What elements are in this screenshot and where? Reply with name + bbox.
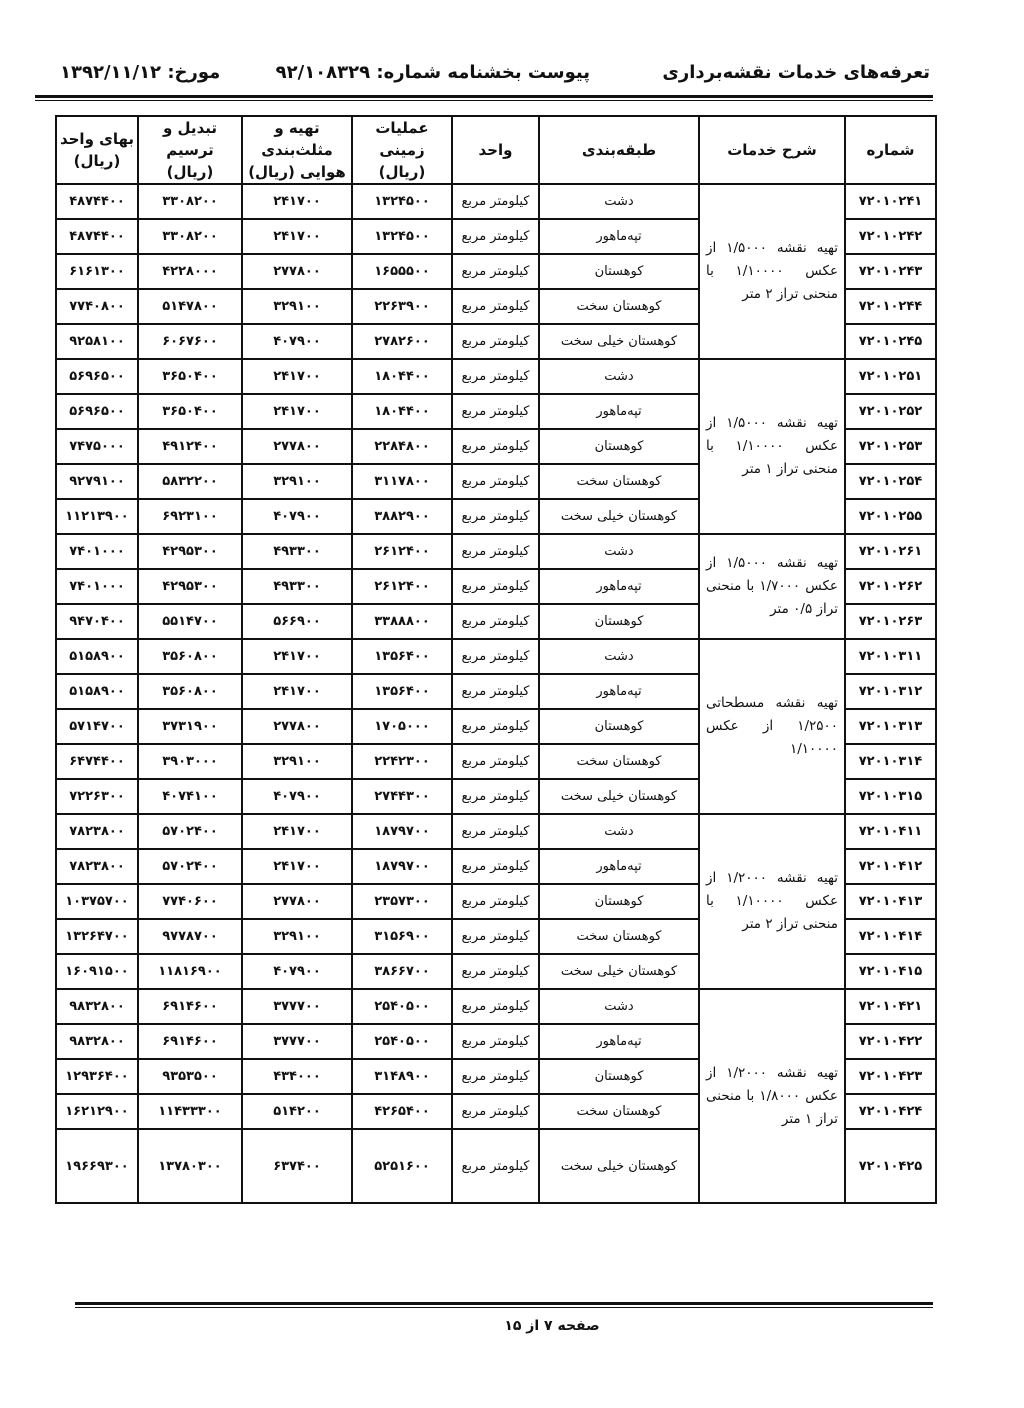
cell-aerial: ۲۴۱۷۰۰ (242, 219, 352, 254)
cell-class: کوهستان (539, 884, 699, 919)
cell-convert: ۹۷۷۸۷۰۰ (138, 919, 242, 954)
cell-convert: ۴۲۹۵۳۰۰ (138, 534, 242, 569)
cell-price: ۵۱۵۸۹۰۰ (56, 674, 138, 709)
table-header-row (56, 116, 936, 184)
cell-code: ۷۲۰۱۰۲۵۱ (845, 359, 936, 394)
cell-ground: ۳۱۱۷۸۰۰ (352, 464, 452, 499)
cell-unit: کیلومتر مربع (452, 534, 539, 569)
cell-class: تپه‌ماهور (539, 1024, 699, 1059)
cell-code: ۷۲۰۱۰۲۵۳ (845, 429, 936, 464)
cell-code: ۷۲۰۱۰۲۴۳ (845, 254, 936, 289)
cell-code: ۷۲۰۱۰۲۴۲ (845, 219, 936, 254)
header-price: بهای واحد (ریال) (56, 116, 138, 184)
cell-code: ۷۲۰۱۰۲۵۵ (845, 499, 936, 534)
table-row (56, 534, 936, 569)
cell-ground: ۱۶۵۵۵۰۰ (352, 254, 452, 289)
cell-code: ۷۲۰۱۰۲۶۲ (845, 569, 936, 604)
cell-ground: ۲۲۴۲۳۰۰ (352, 744, 452, 779)
cell-convert: ۳۶۵۰۴۰۰ (138, 394, 242, 429)
page-number: صفحه ۷ از ۱۵ (504, 1318, 600, 1334)
cell-aerial: ۳۲۹۱۰۰ (242, 464, 352, 499)
table-row (56, 639, 936, 674)
cell-aerial: ۲۷۷۸۰۰ (242, 254, 352, 289)
cell-price: ۹۸۳۲۸۰۰ (56, 1024, 138, 1059)
table-body (56, 184, 936, 1203)
cell-class: کوهستان سخت (539, 464, 699, 499)
cell-aerial: ۳۲۹۱۰۰ (242, 744, 352, 779)
cell-price: ۱۹۶۶۹۳۰۰ (56, 1129, 138, 1203)
cell-unit: کیلومتر مربع (452, 919, 539, 954)
header-code: شماره (845, 116, 936, 184)
cell-ground: ۱۸۰۴۴۰۰ (352, 394, 452, 429)
cell-class: تپه‌ماهور (539, 219, 699, 254)
page-header (40, 58, 930, 92)
cell-code: ۷۲۰۱۰۳۱۴ (845, 744, 936, 779)
cell-aerial: ۲۴۱۷۰۰ (242, 639, 352, 674)
cell-description: تهیه نقشه ۱/۲۰۰۰ از عکس ۱/۱۰۰۰۰ با منحنی تراز ۲ متر (699, 814, 845, 989)
cell-description: تهیه نقشه ۱/۵۰۰۰ از عکس ۱/۱۰۰۰۰ با منحنی تراز ۲ متر (699, 184, 845, 359)
cell-code: ۷۲۰۱۰۴۲۳ (845, 1059, 936, 1094)
cell-convert: ۳۶۵۰۴۰۰ (138, 359, 242, 394)
cell-convert: ۳۵۶۰۸۰۰ (138, 674, 242, 709)
cell-class: کوهستان سخت (539, 919, 699, 954)
cell-class: کوهستان خیلی سخت (539, 1129, 699, 1203)
cell-unit: کیلومتر مربع (452, 674, 539, 709)
cell-code: ۷۲۰۱۰۴۲۴ (845, 1094, 936, 1129)
cell-aerial: ۲۴۱۷۰۰ (242, 184, 352, 219)
cell-unit: کیلومتر مربع (452, 1059, 539, 1094)
cell-aerial: ۲۴۱۷۰۰ (242, 359, 352, 394)
cell-aerial: ۲۷۷۸۰۰ (242, 709, 352, 744)
cell-code: ۷۲۰۱۰۳۱۲ (845, 674, 936, 709)
cell-class: تپه‌ماهور (539, 849, 699, 884)
cell-unit: کیلومتر مربع (452, 814, 539, 849)
cell-class: کوهستان سخت (539, 1094, 699, 1129)
cell-convert: ۳۵۶۰۸۰۰ (138, 639, 242, 674)
cell-unit: کیلومتر مربع (452, 254, 539, 289)
cell-aerial: ۴۹۳۳۰۰ (242, 569, 352, 604)
cell-aerial: ۲۴۱۷۰۰ (242, 674, 352, 709)
cell-code: ۷۲۰۱۰۲۴۱ (845, 184, 936, 219)
cell-class: دشت (539, 989, 699, 1024)
cell-ground: ۲۷۸۲۶۰۰ (352, 324, 452, 359)
cell-price: ۷۴۷۵۰۰۰ (56, 429, 138, 464)
cell-class: کوهستان (539, 604, 699, 639)
cell-price: ۱۶۲۱۲۹۰۰ (56, 1094, 138, 1129)
cell-code: ۷۲۰۱۰۲۴۴ (845, 289, 936, 324)
footer-rule (75, 1302, 933, 1305)
cell-convert: ۱۱۸۱۶۹۰۰ (138, 954, 242, 989)
cell-unit: کیلومتر مربع (452, 989, 539, 1024)
cell-price: ۹۲۵۸۱۰۰ (56, 324, 138, 359)
cell-aerial: ۳۲۹۱۰۰ (242, 919, 352, 954)
cell-unit: کیلومتر مربع (452, 289, 539, 324)
cell-convert: ۶۹۱۴۶۰۰ (138, 1024, 242, 1059)
cell-price: ۹۲۷۹۱۰۰ (56, 464, 138, 499)
cell-aerial: ۳۲۹۱۰۰ (242, 289, 352, 324)
cell-convert: ۱۱۴۳۳۳۰۰ (138, 1094, 242, 1129)
header-aerial: تهیه و مثلث‌بندی هوایی (ریال) (242, 116, 352, 184)
cell-description: تهیه نقشه مسطحاتی ۱/۲۵۰۰ از عکس ۱/۱۰۰۰۰ (699, 639, 845, 814)
cell-price: ۹۸۳۲۸۰۰ (56, 989, 138, 1024)
cell-unit: کیلومتر مربع (452, 464, 539, 499)
cell-aerial: ۲۴۱۷۰۰ (242, 394, 352, 429)
cell-class: کوهستان خیلی سخت (539, 954, 699, 989)
cell-ground: ۲۲۶۳۹۰۰ (352, 289, 452, 324)
cell-code: ۷۲۰۱۰۲۶۱ (845, 534, 936, 569)
cell-unit: کیلومتر مربع (452, 954, 539, 989)
cell-convert: ۴۹۱۲۴۰۰ (138, 429, 242, 464)
cell-class: دشت (539, 639, 699, 674)
header-convert: تبدیل و ترسیم (ریال) (138, 116, 242, 184)
cell-convert: ۴۲۲۸۰۰۰ (138, 254, 242, 289)
cell-price: ۱۱۲۱۳۹۰۰ (56, 499, 138, 534)
cell-code: ۷۲۰۱۰۴۲۱ (845, 989, 936, 1024)
cell-code: ۷۲۰۱۰۲۶۳ (845, 604, 936, 639)
cell-code: ۷۲۰۱۰۴۱۱ (845, 814, 936, 849)
cell-code: ۷۲۰۱۰۲۵۴ (845, 464, 936, 499)
document-title: تعرفه‌های خدمات نقشه‌برداری (662, 62, 930, 83)
cell-unit: کیلومتر مربع (452, 604, 539, 639)
cell-ground: ۲۶۱۲۴۰۰ (352, 534, 452, 569)
cell-convert: ۶۹۱۴۶۰۰ (138, 989, 242, 1024)
table-row (56, 184, 936, 219)
cell-price: ۷۸۲۳۸۰۰ (56, 814, 138, 849)
cell-class: دشت (539, 359, 699, 394)
cell-ground: ۲۷۴۴۳۰۰ (352, 779, 452, 814)
cell-unit: کیلومتر مربع (452, 394, 539, 429)
header-class: طبقه‌بندی (539, 116, 699, 184)
cell-aerial: ۲۷۷۸۰۰ (242, 429, 352, 464)
cell-ground: ۳۸۸۲۹۰۰ (352, 499, 452, 534)
header-rule-thin (35, 100, 933, 101)
cell-code: ۷۲۰۱۰۴۱۲ (845, 849, 936, 884)
cell-convert: ۶۰۶۷۶۰۰ (138, 324, 242, 359)
cell-aerial: ۲۴۱۷۰۰ (242, 814, 352, 849)
cell-ground: ۲۵۴۰۵۰۰ (352, 1024, 452, 1059)
cell-price: ۵۷۱۴۷۰۰ (56, 709, 138, 744)
cell-price: ۴۸۷۴۴۰۰ (56, 184, 138, 219)
cell-price: ۷۴۰۱۰۰۰ (56, 534, 138, 569)
tariff-table (55, 115, 937, 1204)
cell-price: ۷۷۴۰۸۰۰ (56, 289, 138, 324)
cell-ground: ۱۳۲۴۵۰۰ (352, 219, 452, 254)
cell-code: ۷۲۰۱۰۳۱۳ (845, 709, 936, 744)
cell-class: کوهستان (539, 709, 699, 744)
cell-ground: ۱۸۰۴۴۰۰ (352, 359, 452, 394)
cell-unit: کیلومتر مربع (452, 849, 539, 884)
cell-code: ۷۲۰۱۰۳۱۵ (845, 779, 936, 814)
cell-unit: کیلومتر مربع (452, 499, 539, 534)
page-footer (0, 1318, 1024, 1334)
cell-unit: کیلومتر مربع (452, 569, 539, 604)
cell-code: ۷۲۰۱۰۳۱۱ (845, 639, 936, 674)
cell-ground: ۲۳۵۷۳۰۰ (352, 884, 452, 919)
cell-class: کوهستان سخت (539, 289, 699, 324)
cell-price: ۶۴۷۴۴۰۰ (56, 744, 138, 779)
cell-code: ۷۲۰۱۰۲۵۲ (845, 394, 936, 429)
cell-convert: ۵۱۴۷۸۰۰ (138, 289, 242, 324)
cell-convert: ۵۵۱۴۷۰۰ (138, 604, 242, 639)
cell-price: ۷۴۰۱۰۰۰ (56, 569, 138, 604)
cell-class: دشت (539, 184, 699, 219)
cell-class: کوهستان (539, 1059, 699, 1094)
cell-class: کوهستان خیلی سخت (539, 324, 699, 359)
cell-class: تپه‌ماهور (539, 569, 699, 604)
cell-code: ۷۲۰۱۰۴۱۴ (845, 919, 936, 954)
cell-convert: ۵۷۰۲۴۰۰ (138, 814, 242, 849)
cell-code: ۷۲۰۱۰۴۲۵ (845, 1129, 936, 1203)
cell-convert: ۶۹۲۳۱۰۰ (138, 499, 242, 534)
cell-convert: ۵۷۰۲۴۰۰ (138, 849, 242, 884)
header-desc: شرح خدمات (699, 116, 845, 184)
cell-unit: کیلومتر مربع (452, 884, 539, 919)
cell-description: تهیه نقشه ۱/۵۰۰۰ از عکس ۱/۷۰۰۰ با منحنی تراز ۰/۵ متر (699, 534, 845, 639)
cell-ground: ۱۸۷۹۷۰۰ (352, 849, 452, 884)
cell-convert: ۱۳۷۸۰۳۰۰ (138, 1129, 242, 1203)
cell-price: ۱۳۲۶۴۷۰۰ (56, 919, 138, 954)
cell-ground: ۲۶۱۲۴۰۰ (352, 569, 452, 604)
cell-price: ۱۶۰۹۱۵۰۰ (56, 954, 138, 989)
cell-convert: ۳۳۰۸۲۰۰ (138, 219, 242, 254)
cell-ground: ۵۲۵۱۶۰۰ (352, 1129, 452, 1203)
cell-convert: ۴۰۷۴۱۰۰ (138, 779, 242, 814)
cell-aerial: ۳۷۷۷۰۰ (242, 989, 352, 1024)
cell-unit: کیلومتر مربع (452, 324, 539, 359)
cell-convert: ۹۳۵۳۵۰۰ (138, 1059, 242, 1094)
cell-class: تپه‌ماهور (539, 394, 699, 429)
table-row (56, 359, 936, 394)
cell-aerial: ۶۳۷۴۰۰ (242, 1129, 352, 1203)
cell-unit: کیلومتر مربع (452, 709, 539, 744)
header-ground: عملیات زمینی (ریال) (352, 116, 452, 184)
cell-ground: ۲۵۴۰۵۰۰ (352, 989, 452, 1024)
cell-unit: کیلومتر مربع (452, 359, 539, 394)
cell-ground: ۳۱۵۶۹۰۰ (352, 919, 452, 954)
cell-ground: ۱۳۲۴۵۰۰ (352, 184, 452, 219)
cell-aerial: ۴۹۳۳۰۰ (242, 534, 352, 569)
cell-price: ۷۲۲۶۳۰۰ (56, 779, 138, 814)
cell-aerial: ۵۱۴۲۰۰ (242, 1094, 352, 1129)
cell-price: ۵۶۹۶۵۰۰ (56, 359, 138, 394)
cell-unit: کیلومتر مربع (452, 744, 539, 779)
cell-aerial: ۴۳۴۰۰۰ (242, 1059, 352, 1094)
cell-aerial: ۲۴۱۷۰۰ (242, 849, 352, 884)
cell-aerial: ۵۶۶۹۰۰ (242, 604, 352, 639)
cell-unit: کیلومتر مربع (452, 1129, 539, 1203)
cell-class: دشت (539, 814, 699, 849)
cell-code: ۷۲۰۱۰۲۴۵ (845, 324, 936, 359)
cell-aerial: ۴۰۷۹۰۰ (242, 324, 352, 359)
cell-ground: ۲۲۸۴۸۰۰ (352, 429, 452, 464)
cell-description: تهیه نقشه ۱/۵۰۰۰ از عکس ۱/۱۰۰۰۰ با منحنی تراز ۱ متر (699, 359, 845, 534)
cell-price: ۱۲۹۳۶۴۰۰ (56, 1059, 138, 1094)
cell-class: کوهستان (539, 254, 699, 289)
header-unit: واحد (452, 116, 539, 184)
cell-price: ۵۱۵۸۹۰۰ (56, 639, 138, 674)
cell-convert: ۳۷۳۱۹۰۰ (138, 709, 242, 744)
cell-convert: ۴۲۹۵۳۰۰ (138, 569, 242, 604)
cell-code: ۷۲۰۱۰۴۱۳ (845, 884, 936, 919)
cell-price: ۹۴۷۰۴۰۰ (56, 604, 138, 639)
table-row (56, 989, 936, 1024)
cell-unit: کیلومتر مربع (452, 1024, 539, 1059)
cell-price: ۱۰۳۷۵۷۰۰ (56, 884, 138, 919)
cell-price: ۶۱۶۱۳۰۰ (56, 254, 138, 289)
cell-ground: ۳۱۴۸۹۰۰ (352, 1059, 452, 1094)
cell-class: کوهستان خیلی سخت (539, 499, 699, 534)
cell-price: ۵۶۹۶۵۰۰ (56, 394, 138, 429)
cell-unit: کیلومتر مربع (452, 1094, 539, 1129)
cell-description: تهیه نقشه ۱/۲۰۰۰ از عکس ۱/۸۰۰۰ با منحنی تراز ۱ متر (699, 989, 845, 1203)
cell-convert: ۷۷۴۰۶۰۰ (138, 884, 242, 919)
cell-ground: ۱۳۵۶۴۰۰ (352, 639, 452, 674)
cell-ground: ۱۸۷۹۷۰۰ (352, 814, 452, 849)
cell-ground: ۱۳۵۶۴۰۰ (352, 674, 452, 709)
table-row (56, 814, 936, 849)
cell-code: ۷۲۰۱۰۴۱۵ (845, 954, 936, 989)
cell-aerial: ۴۰۷۹۰۰ (242, 779, 352, 814)
cell-unit: کیلومتر مربع (452, 429, 539, 464)
cell-convert: ۵۸۳۲۲۰۰ (138, 464, 242, 499)
cell-aerial: ۴۰۷۹۰۰ (242, 499, 352, 534)
cell-aerial: ۲۷۷۸۰۰ (242, 884, 352, 919)
cell-class: تپه‌ماهور (539, 674, 699, 709)
cell-code: ۷۲۰۱۰۴۲۲ (845, 1024, 936, 1059)
footer-rule-thin (75, 1307, 933, 1308)
document-date: مورخ: ۱۳۹۲/۱۱/۱۲ (60, 62, 221, 83)
cell-ground: ۳۸۶۶۷۰۰ (352, 954, 452, 989)
cell-unit: کیلومتر مربع (452, 779, 539, 814)
cell-class: کوهستان (539, 429, 699, 464)
header-rule (35, 95, 933, 98)
cell-convert: ۳۳۰۸۲۰۰ (138, 184, 242, 219)
cell-unit: کیلومتر مربع (452, 219, 539, 254)
cell-unit: کیلومتر مربع (452, 184, 539, 219)
cell-class: کوهستان خیلی سخت (539, 779, 699, 814)
cell-price: ۷۸۲۳۸۰۰ (56, 849, 138, 884)
cell-ground: ۳۳۸۸۸۰۰ (352, 604, 452, 639)
cell-aerial: ۳۷۷۷۰۰ (242, 1024, 352, 1059)
cell-class: دشت (539, 534, 699, 569)
cell-class: کوهستان سخت (539, 744, 699, 779)
cell-ground: ۱۷۰۵۰۰۰ (352, 709, 452, 744)
cell-convert: ۳۹۰۳۰۰۰ (138, 744, 242, 779)
attachment-number: پیوست بخشنامه شماره: ۹۲/۱۰۸۳۲۹ (275, 62, 590, 83)
cell-ground: ۴۲۶۵۴۰۰ (352, 1094, 452, 1129)
cell-price: ۴۸۷۴۴۰۰ (56, 219, 138, 254)
cell-aerial: ۴۰۷۹۰۰ (242, 954, 352, 989)
cell-unit: کیلومتر مربع (452, 639, 539, 674)
